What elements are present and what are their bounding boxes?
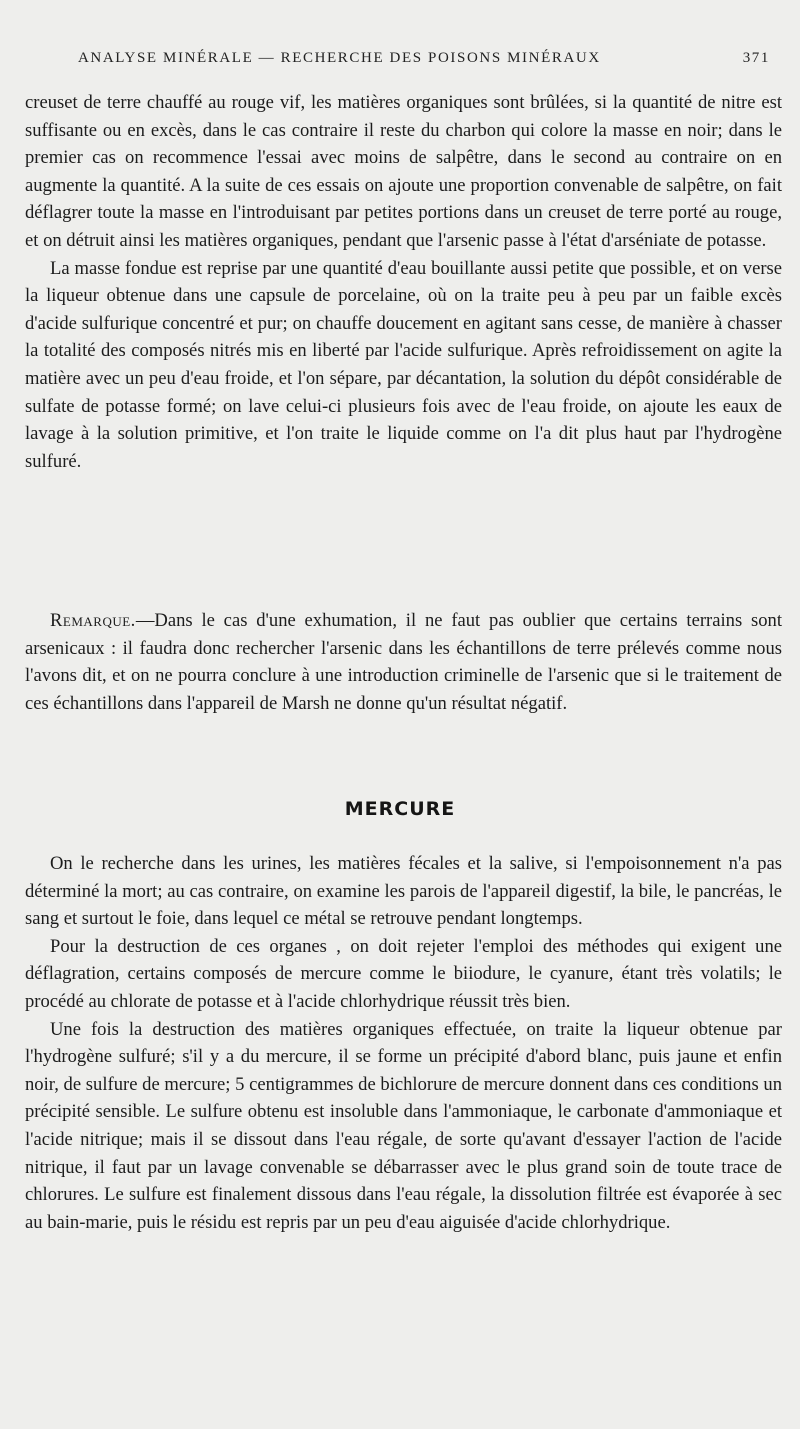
- section-title-mercure: MERCURE: [344, 798, 456, 820]
- paragraph-recherche: On le recherche dans les urines, les matières fécales et la salive, si l'empoisonnement n'a pas déterminé la mort; au cas contraire, on examine les parois de l'appareil digestif, la bile, le pancréas, le sang et surtout le foie, dans lequel ce métal se retrouve pendant longtemps.: [25, 853, 782, 930]
- remark-paragraph: [25, 607, 782, 717]
- text-block-mercure: [25, 850, 782, 1236]
- page-number: 371: [742, 50, 770, 66]
- paragraph-destruction: Pour la destruction de ces organes , on doit rejeter l'emploi des méthodes qui exigent une déflagration, certains composés de mercure comme le biiodure, le cyanure, étant très volatils; le procédé au chlorate de potasse et à l'acide chlorhydrique réussit très bien.: [25, 935, 782, 1012]
- remark-text: —Dans le cas d'une exhumation, il ne faut pas oublier que certains terrains sont arsenicaux : il faudra donc rechercher l'arsenic dans les échantillons de terre prélevés comme nous l'avons dit, et on ne pourra conclure à une introduction criminelle de l'arsenic que si le traitement de ces échantillons dans l'appareil de Marsh ne donne qu'un résultat négatif.: [25, 610, 782, 714]
- running-head-title: ANALYSE MINÉRALE — RECHERCHE DES POISONS MINÉRAUX: [78, 50, 601, 66]
- paragraph-continuation: creuset de terre chauffé au rouge vif, les matières organiques sont brûlées, si la quantité de nitre est suffisante ou en excès, dans le cas contraire il reste du charbon qui colore la masse en noir; dans le premier cas on recommence l'essai avec moins de salpêtre, dans le second au contraire on en augmente la quantité. A la suite de ces essais on ajoute une proportion convenable de salpêtre, on fait déflagrer toute la masse en l'introduisant par petites portions dans un creuset de terre porté au rouge, et on détruit ainsi les matières organiques, pendant que l'arsenic passe à l'état d'arséniate de potasse.: [25, 92, 782, 251]
- running-head: [78, 50, 770, 67]
- paragraph-traitement: Une fois la destruction des matières organiques effectuée, on traite la liqueur obtenue par l'hydrogène sulfuré; s'il y a du mercure, il se forme un précipité d'abord blanc, puis jaune et enfin noir, de sulfure de mercure; 5 centigrammes de bichlorure de mercure donnent dans ces conditions un précipité sensible. Le sulfure obtenu est insoluble dans l'ammoniaque, le carbonate d'ammoniaque et l'acide nitrique; mais il se dissout dans l'eau régale, de sorte qu'avant d'essayer l'action de l'acide nitrique, il faut par un lavage convenable se débarrasser avec le plus grand soin de toute trace de chlorures. Le sulfure est finalement dissous dans l'eau régale, la dissolution filtrée est évaporée à sec au bain-marie, puis le résidu est repris par un peu d'eau aiguisée d'acide chlorhydrique.: [25, 1018, 782, 1233]
- paragraph-masse-fondue: La masse fondue est reprise par une quantité d'eau bouillante aussi petite que possible, et on verse la liqueur obtenue dans une capsule de porcelaine, où on la traite peu à peu par un faible excès d'acide sulfurique concentré et pur; on chauffe doucement en agitant sans cesse, de manière à chasser la totalité des composés nitrés mis en liberté par l'acide sulfurique. Après refroidissement on agite la matière avec un peu d'eau froide, et l'on sépare, par décantation, la solution du dépôt considérable de sulfate de potasse formé; on lave celui-ci plusieurs fois avec de l'eau froide, on ajoute les eaux de lavage à la solution primitive, et l'on traite le liquide comme on l'a dit plus haut par l'hydrogène sulfuré.: [25, 257, 782, 472]
- remark-label: Remarque.: [50, 610, 136, 631]
- text-block-top: [25, 89, 782, 475]
- remark-block: [25, 607, 782, 717]
